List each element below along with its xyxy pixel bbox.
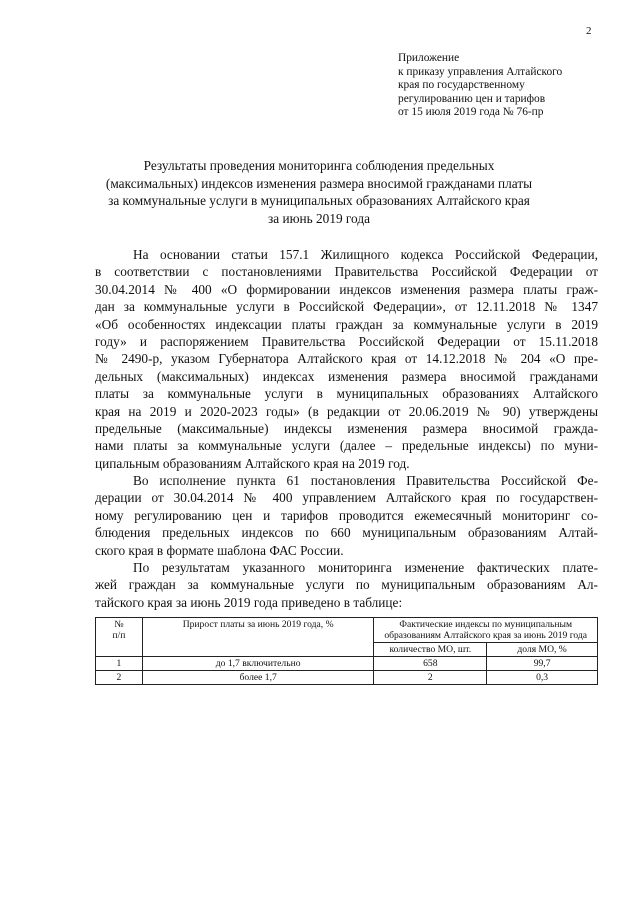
table-row xyxy=(96,657,598,671)
body-line: дельных (максимальных) индексах изменения размера вносимой гражданами xyxy=(95,368,598,384)
appendix-line: регулированию цен и тарифов xyxy=(398,92,546,105)
title-line: Результаты проведения мониторинга соблюдения предельных xyxy=(143,158,495,173)
body-line: 30.04.2014 № 400 «О формировании индексов изменения размера платы граж- xyxy=(95,281,598,297)
cell-count: 658 xyxy=(374,657,487,671)
header-num: № п/п xyxy=(96,618,143,657)
table-header-row xyxy=(96,618,598,643)
appendix-line: от 15 июля 2019 года № 76-пр xyxy=(398,106,544,118)
results-table xyxy=(95,617,598,685)
appendix-line: края по государственному xyxy=(398,79,525,91)
body-line: Во исполнение пункта 61 постановления Правительства Российской Фе- xyxy=(133,473,598,489)
body-line: ципальным образованиям Алтайского края на 2019 год. xyxy=(95,455,410,471)
appendix-line: Приложение xyxy=(398,52,460,64)
appendix-note xyxy=(398,52,562,120)
body-line: нами платы за коммунальные услуги (далее – предельные индексы) по муни- xyxy=(95,438,598,454)
cell-share: 0,3 xyxy=(487,671,598,685)
body-line: предельные (максимальные) индексы изменения размера вносимой гражда- xyxy=(95,420,598,436)
appendix-line: к приказу управления Алтайского xyxy=(398,65,563,78)
header-actual: Фактические индексы по муниципальным образованиям Алтайского края за июнь 2019 года xyxy=(374,618,598,643)
title-line: (максимальных) индексов изменения размера вносимой гражданами платы xyxy=(105,175,533,191)
body-line: ному регулированию цен и тарифов проводится ежемесячный мониторинг со- xyxy=(95,507,598,523)
title-line: за июнь 2019 года xyxy=(267,210,370,226)
header-count: количество МО, шт. xyxy=(374,643,487,657)
body-line: По результатам указанного мониторинга изменение фактических плате- xyxy=(133,560,598,576)
title-line: за коммунальные услуги в муниципальных образованиях Алтайского края xyxy=(108,193,530,208)
body-line: ского края в формате шаблона ФАС России. xyxy=(95,542,344,558)
body-line: жей граждан за коммунальные услуги по муниципальным образованиям Ал- xyxy=(95,577,598,593)
body-line: «Об особенностях индексации платы граждан за коммунальные услуги в 2019 xyxy=(95,316,598,332)
body-line: На основании статьи 157.1 Жилищного кодекса Российской Федерации, xyxy=(133,247,598,262)
cell-growth: до 1,7 включительно xyxy=(142,657,374,671)
body-line: дерации от 30.04.2014 № 400 управлением Алтайского края по государствен- xyxy=(95,490,598,506)
cell-growth: более 1,7 xyxy=(142,671,374,685)
body-line: тайского края за июнь 2019 года приведено в таблице: xyxy=(95,594,403,610)
body-line: края на 2019 и 2020-2023 годы» (в редакции от 20.06.2019 № 90) утверждены xyxy=(95,403,598,419)
header-growth: Прирост платы за июнь 2019 года, % xyxy=(142,618,374,657)
body-line: в соответствии с постановлениями Правительства Российской Федерации от xyxy=(95,264,598,280)
page-number: 2 xyxy=(586,25,592,37)
cell-num: 1 xyxy=(96,657,143,671)
document-title xyxy=(90,157,548,227)
table-row xyxy=(96,671,598,685)
body-line: платы за коммунальные услуги в муниципальных образованиях Алтайского xyxy=(95,386,598,402)
cell-count: 2 xyxy=(374,671,487,685)
body-line: № 2490-р, указом Губернатора Алтайского края от 14.12.2018 № 204 «О пре- xyxy=(95,351,598,367)
body-line: дан за коммунальные услуги в Российской Федерации», от 12.11.2018 № 1347 xyxy=(95,299,598,315)
body-line: блюдения предельных индексов по 660 муниципальным образованиям Алтай- xyxy=(95,525,598,541)
cell-share: 99,7 xyxy=(487,657,598,671)
cell-num: 2 xyxy=(96,671,143,685)
body-line: году» и распоряжением Правительства Российской Федерации от 15.11.2018 xyxy=(95,333,598,349)
header-share: доля МО, % xyxy=(487,643,598,657)
body-text xyxy=(95,246,598,611)
